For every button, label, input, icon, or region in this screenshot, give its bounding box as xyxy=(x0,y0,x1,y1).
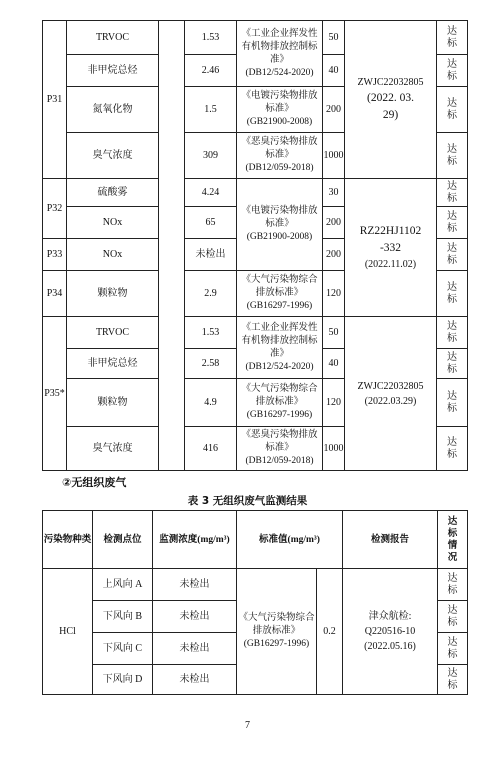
point-cell: 上风向 A xyxy=(93,569,153,601)
point-cell: P31 xyxy=(43,21,67,179)
fugitive-emission-table xyxy=(42,510,468,695)
pollutant-cell: 氮氧化物 xyxy=(67,87,159,133)
header-pollutant: 污染物种类 xyxy=(43,511,93,569)
result-cell: 达 标 xyxy=(438,665,468,695)
standard-cell: 《大气污染物综合 排放标准》 (GB16297-1996) xyxy=(237,271,323,317)
result-cell: 达 标 xyxy=(437,179,468,207)
table-caption: 表 3 无组织废气监测结果 xyxy=(187,495,308,507)
pollutant-cell: 非甲烷总烃 xyxy=(67,55,159,87)
value-cell: 309 xyxy=(185,133,237,179)
value-cell: 未检出 xyxy=(185,239,237,271)
limit-cell: 50 xyxy=(323,317,345,349)
standard-cell: 《工业企业挥发性 有机物排放控制标 准》 (DB12/524-2020) xyxy=(237,21,323,87)
result-cell: 达 标 xyxy=(437,207,468,239)
result-cell: 达 标 xyxy=(437,349,468,379)
limit-cell: 200 xyxy=(323,87,345,133)
pollutant-cell: 臭气浓度 xyxy=(67,133,159,179)
pollutant-cell: HCl xyxy=(43,569,93,695)
result-cell: 达 标 xyxy=(437,87,468,133)
pollutant-cell: 硫酸雾 xyxy=(67,179,159,207)
result-cell: 达 标 xyxy=(437,239,468,271)
pollutant-cell: 颗粒物 xyxy=(67,271,159,317)
result-cell: 达 标 xyxy=(437,21,468,55)
result-cell: 达 标 xyxy=(437,55,468,87)
result-cell: 达 标 xyxy=(437,379,468,427)
value-cell: 1.53 xyxy=(185,317,237,349)
value-cell: 65 xyxy=(185,207,237,239)
table-row xyxy=(43,21,468,55)
limit-cell: 0.2 xyxy=(317,569,343,695)
limit-cell: 50 xyxy=(323,21,345,55)
page-number: 7 xyxy=(245,720,250,731)
standard-cell: 《大气污染物综合 排放标准》 (GB16297-1996) xyxy=(237,379,323,427)
value-cell: 2.58 xyxy=(185,349,237,379)
pollutant-cell: 臭气浓度 xyxy=(67,427,159,471)
report-cell: ZWJC22032805 (2022.03.29) xyxy=(345,317,437,471)
standard-cell: 《大气污染物综合 排放标准》 (GB16297-1996) xyxy=(237,569,317,695)
value-cell: 4.9 xyxy=(185,379,237,427)
result-cell: 达 标 xyxy=(437,271,468,317)
limit-cell: 120 xyxy=(323,271,345,317)
value-cell: 2.46 xyxy=(185,55,237,87)
pollutant-cell: 非甲烷总烃 xyxy=(67,349,159,379)
limit-cell: 120 xyxy=(323,379,345,427)
table-row xyxy=(43,569,468,601)
result-cell: 达 标 xyxy=(437,133,468,179)
result-cell: 达 标 xyxy=(437,317,468,349)
report-cell: 津众航检: Q220516-10 (2022.05.16) xyxy=(343,569,438,695)
limit-cell: 40 xyxy=(323,349,345,379)
result-cell: 达 标 xyxy=(438,633,468,665)
limit-cell: 200 xyxy=(323,207,345,239)
value-cell: 416 xyxy=(185,427,237,471)
value-cell: 1.53 xyxy=(185,21,237,55)
header-point: 检测点位 xyxy=(93,511,153,569)
value-cell: 未检出 xyxy=(153,601,237,633)
point-cell: 下风向 D xyxy=(93,665,153,695)
standard-cell: 《电镀污染物排放 标准》 (GB21900-2008) xyxy=(237,179,323,271)
header-result: 达 标 情 况 xyxy=(438,511,468,569)
report-cell: RZ22HJ1102 -332 (2022.11.02) xyxy=(345,179,437,317)
standard-cell: 《电镀污染物排放 标准》 (GB21900-2008) xyxy=(237,87,323,133)
table-row xyxy=(43,317,468,349)
limit-cell: 40 xyxy=(323,55,345,87)
emission-results-table xyxy=(42,20,468,471)
result-cell: 达 标 xyxy=(438,569,468,601)
table-header-row xyxy=(43,511,468,569)
value-cell: 1.5 xyxy=(185,87,237,133)
point-cell: 下风向 C xyxy=(93,633,153,665)
limit-cell: 1000 xyxy=(323,427,345,471)
point-cell: P35* xyxy=(43,317,67,471)
standard-cell: 《恶臭污染物排放 标准》 (DB12/059-2018) xyxy=(237,427,323,471)
value-cell: 未检出 xyxy=(153,633,237,665)
header-standard: 标准值(mg/m³) xyxy=(237,511,343,569)
header-report: 检测报告 xyxy=(343,511,438,569)
limit-cell: 200 xyxy=(323,239,345,271)
report-cell: ZWJC22032805 (2022. 03. 29) xyxy=(345,21,437,179)
result-cell: 达 标 xyxy=(438,601,468,633)
pollutant-cell: NOx xyxy=(67,207,159,239)
limit-cell: 30 xyxy=(323,179,345,207)
pollutant-cell: TRVOC xyxy=(67,21,159,55)
value-cell: 未检出 xyxy=(153,569,237,601)
value-cell: 未检出 xyxy=(153,665,237,695)
point-cell: P33 xyxy=(43,239,67,271)
point-cell: P34 xyxy=(43,271,67,317)
section-heading: ②无组织废气 xyxy=(62,476,127,489)
point-cell: P32 xyxy=(43,179,67,239)
result-cell: 达 标 xyxy=(437,427,468,471)
pollutant-cell: TRVOC xyxy=(67,317,159,349)
value-cell: 2.9 xyxy=(185,271,237,317)
value-cell: 4.24 xyxy=(185,179,237,207)
pollutant-cell: 颗粒物 xyxy=(67,379,159,427)
limit-cell: 1000 xyxy=(323,133,345,179)
standard-cell: 《工业企业挥发性 有机物排放控制标 准》 (DB12/524-2020) xyxy=(237,317,323,379)
table-row xyxy=(43,179,468,207)
point-cell: 下风向 B xyxy=(93,601,153,633)
header-concentration: 监测浓度(mg/m³) xyxy=(153,511,237,569)
standard-cell: 《恶臭污染物排放 标准》 (DB12/059-2018) xyxy=(237,133,323,179)
pollutant-cell: NOx xyxy=(67,239,159,271)
blank-column xyxy=(159,21,185,471)
